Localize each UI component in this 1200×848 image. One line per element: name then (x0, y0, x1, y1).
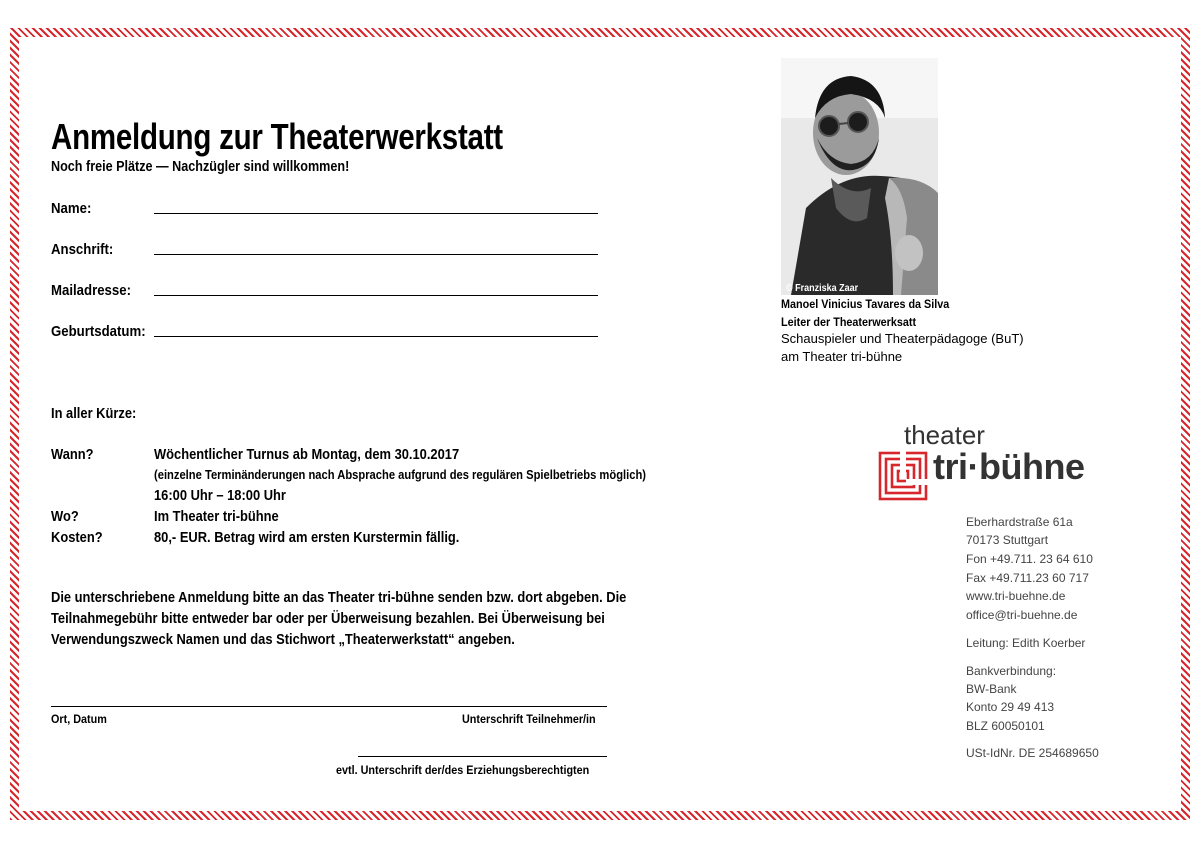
participant-signature-line[interactable] (51, 706, 607, 707)
wann-label: Wann? (51, 446, 94, 463)
tri-buehne-logo-icon (878, 451, 928, 501)
wann-value: Wöchentlicher Turnus ab Montag, dem 30.10.2017 (154, 446, 460, 463)
contact-city: 70173 Stuttgart (966, 533, 1049, 547)
guardian-signature-label: evtl. Unterschrift der/des Erziehungsberechtigten (336, 763, 590, 777)
wo-value: Im Theater tri-bühne (154, 508, 279, 525)
address-field[interactable] (154, 254, 598, 255)
name-label: Name: (51, 200, 92, 217)
instructor-photo (781, 58, 938, 295)
kosten-value: 80,- EUR. Betrag wird am ersten Kurstermin fällig. (154, 529, 460, 546)
place-date-label: Ort, Datum (51, 712, 107, 726)
contact-web-link[interactable]: www.tri-buehne.de (966, 589, 1066, 603)
instructions-line-3: Verwendungszweck Namen und das Stichwort „Theaterwerkstatt“ angeben. (51, 631, 515, 648)
email-field[interactable] (154, 295, 598, 296)
wo-label: Wo? (51, 508, 79, 525)
instructor-description-1: Schauspieler und Theaterpädagoge (BuT) (781, 331, 1024, 346)
summary-heading: In aller Kürze: (51, 405, 137, 422)
logo-tri-buehne-text: tri·bühne (933, 446, 1085, 487)
kosten-label: Kosten? (51, 529, 103, 546)
bank-heading: Bankverbindung: (966, 664, 1057, 678)
bank-account: Konto 29 49 413 (966, 700, 1055, 714)
instructor-name: Manoel Vinicius Tavares da Silva (781, 297, 950, 311)
page-title: Anmeldung zur Theaterwerkstatt (51, 116, 503, 157)
bank-name: BW-Bank (966, 682, 1017, 696)
contact-fax: Fax +49.711.23 60 717 (966, 571, 1089, 585)
address-label: Anschrift: (51, 241, 114, 258)
vat-number: USt-IdNr. DE 254689650 (966, 746, 1099, 760)
contact-management: Leitung: Edith Koerber (966, 636, 1086, 650)
birthdate-field[interactable] (154, 336, 598, 337)
instructions-line-2: Teilnahmegebühr bitte entweder bar oder per Überweisung bezahlen. Bei Überweisung bei (51, 610, 605, 627)
birthdate-label: Geburtsdatum: (51, 323, 146, 340)
wann-note: (einzelne Terminänderungen nach Absprache aufgrund des regulären Spielbetriebs möglich) (154, 467, 647, 482)
participant-signature-label: Unterschrift Teilnehmer/in (462, 712, 596, 726)
guardian-signature-line[interactable] (358, 756, 607, 757)
name-field[interactable] (154, 213, 598, 214)
page-subtitle: Noch freie Plätze — Nachzügler sind willkommen! (51, 158, 350, 175)
instructor-role: Leiter der Theaterwerksatt (781, 315, 917, 329)
instructions-line-1: Die unterschriebene Anmeldung bitte an das Theater tri-bühne senden bzw. dort abgeben. Die (51, 589, 627, 606)
wann-time: 16:00 Uhr – 18:00 Uhr (154, 487, 286, 504)
contact-street: Eberhardstraße 61a (966, 515, 1073, 529)
logo-theater-text: theater (904, 420, 985, 450)
email-label: Mailadresse: (51, 282, 131, 299)
contact-email-link[interactable]: office@tri-buehne.de (966, 608, 1078, 622)
instructor-description-2: am Theater tri-bühne (781, 349, 903, 364)
photo-credit: © Franziska Zaar (786, 283, 859, 294)
contact-phone: Fon +49.711. 23 64 610 (966, 552, 1093, 566)
bank-blz: BLZ 60050101 (966, 719, 1045, 733)
